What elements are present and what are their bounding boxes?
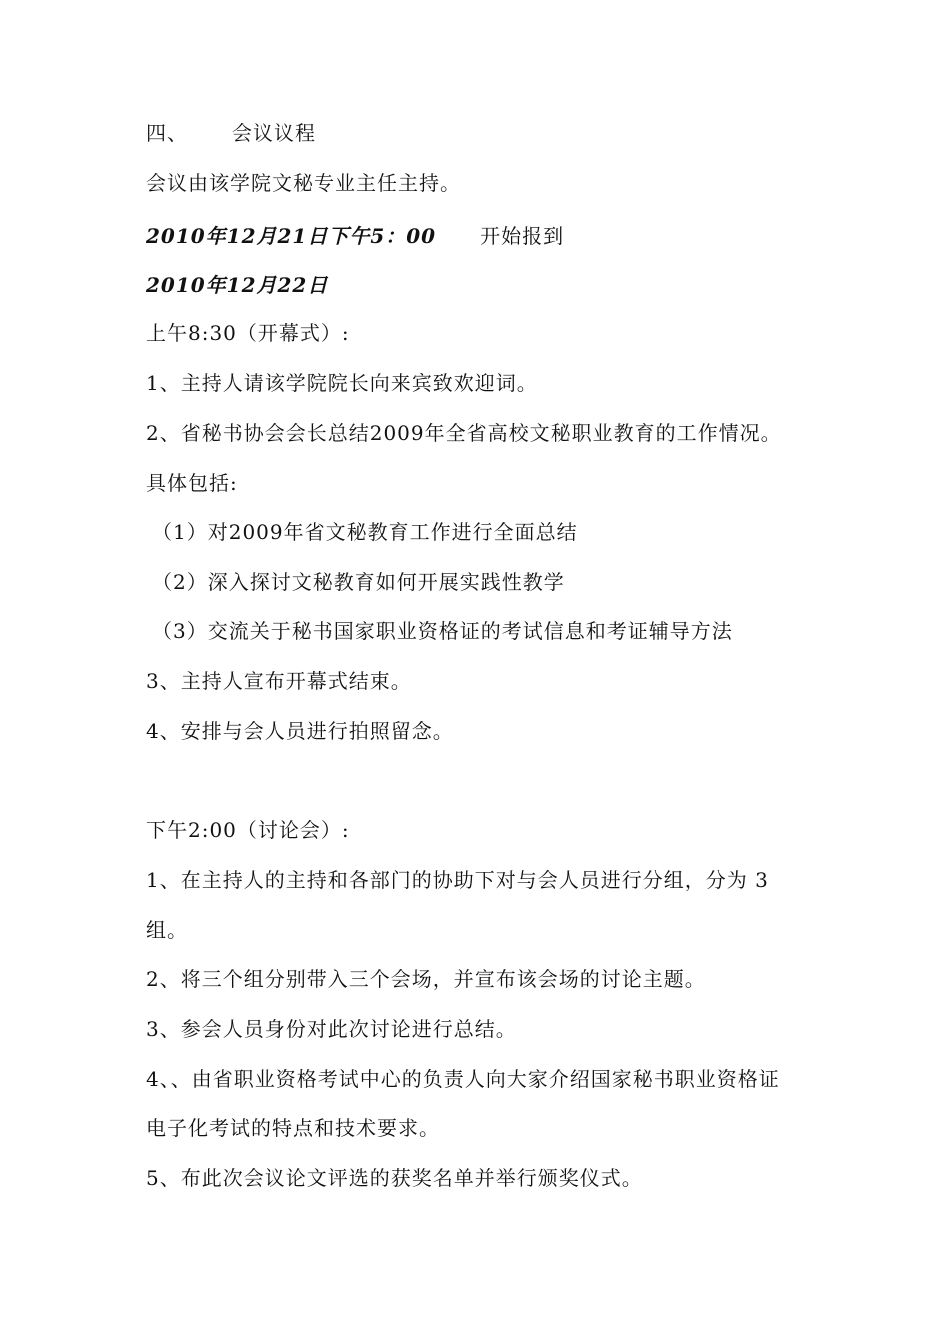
afternoon-item: 电子化考试的特点和技术要求。	[146, 1116, 440, 1140]
afternoon-item: 组。	[146, 918, 188, 942]
morning-heading: 上午8:30（开幕式）:	[146, 321, 350, 345]
afternoon-item: 3、参会人员身份对此次讨论进行总结。	[146, 1017, 517, 1041]
morning-item: 2、省秘书协会会长总结2009年全省高校文秘职业教育的工作情况。	[146, 421, 782, 445]
afternoon-item: 4、、由省职业资格考试中心的负责人向大家介绍国家秘书职业资格证	[146, 1067, 780, 1091]
morning-item: 具体包括:	[146, 471, 238, 495]
day1-event: 开始报到	[480, 224, 565, 248]
intro-text: 会议由该学院文秘专业主任主持。	[146, 171, 461, 195]
morning-subitem: （2）深入探讨文秘教育如何开展实践性教学	[152, 570, 565, 594]
section-heading	[146, 121, 316, 145]
afternoon-heading: 下午2:00（讨论会）:	[146, 818, 350, 842]
day1-date: 2010年12月21日下午5：00	[146, 224, 437, 248]
morning-subitem: （1）对2009年省文秘教育工作进行全面总结	[152, 520, 578, 544]
morning-item: 3、主持人宣布开幕式结束。	[146, 669, 412, 693]
day2-date: 2010年12月22日	[146, 273, 329, 297]
morning-item: 4、安排与会人员进行拍照留念。	[146, 719, 454, 743]
day1-line	[146, 224, 564, 248]
morning-item: 1、主持人请该学院院长向来宾致欢迎词。	[146, 371, 538, 395]
section-number: 四、	[146, 121, 188, 145]
section-title: 会议议程	[232, 121, 316, 145]
afternoon-item: 2、将三个组分别带入三个会场，并宣布该会场的讨论主题。	[146, 967, 706, 991]
morning-subitem: （3）交流关于秘书国家职业资格证的考试信息和考证辅导方法	[152, 619, 733, 643]
afternoon-item: 5、布此次会议论文评选的获奖名单并举行颁奖仪式。	[146, 1166, 643, 1190]
afternoon-item: 1、在主持人的主持和各部门的协助下对与会人员进行分组，分为 3	[146, 868, 769, 892]
